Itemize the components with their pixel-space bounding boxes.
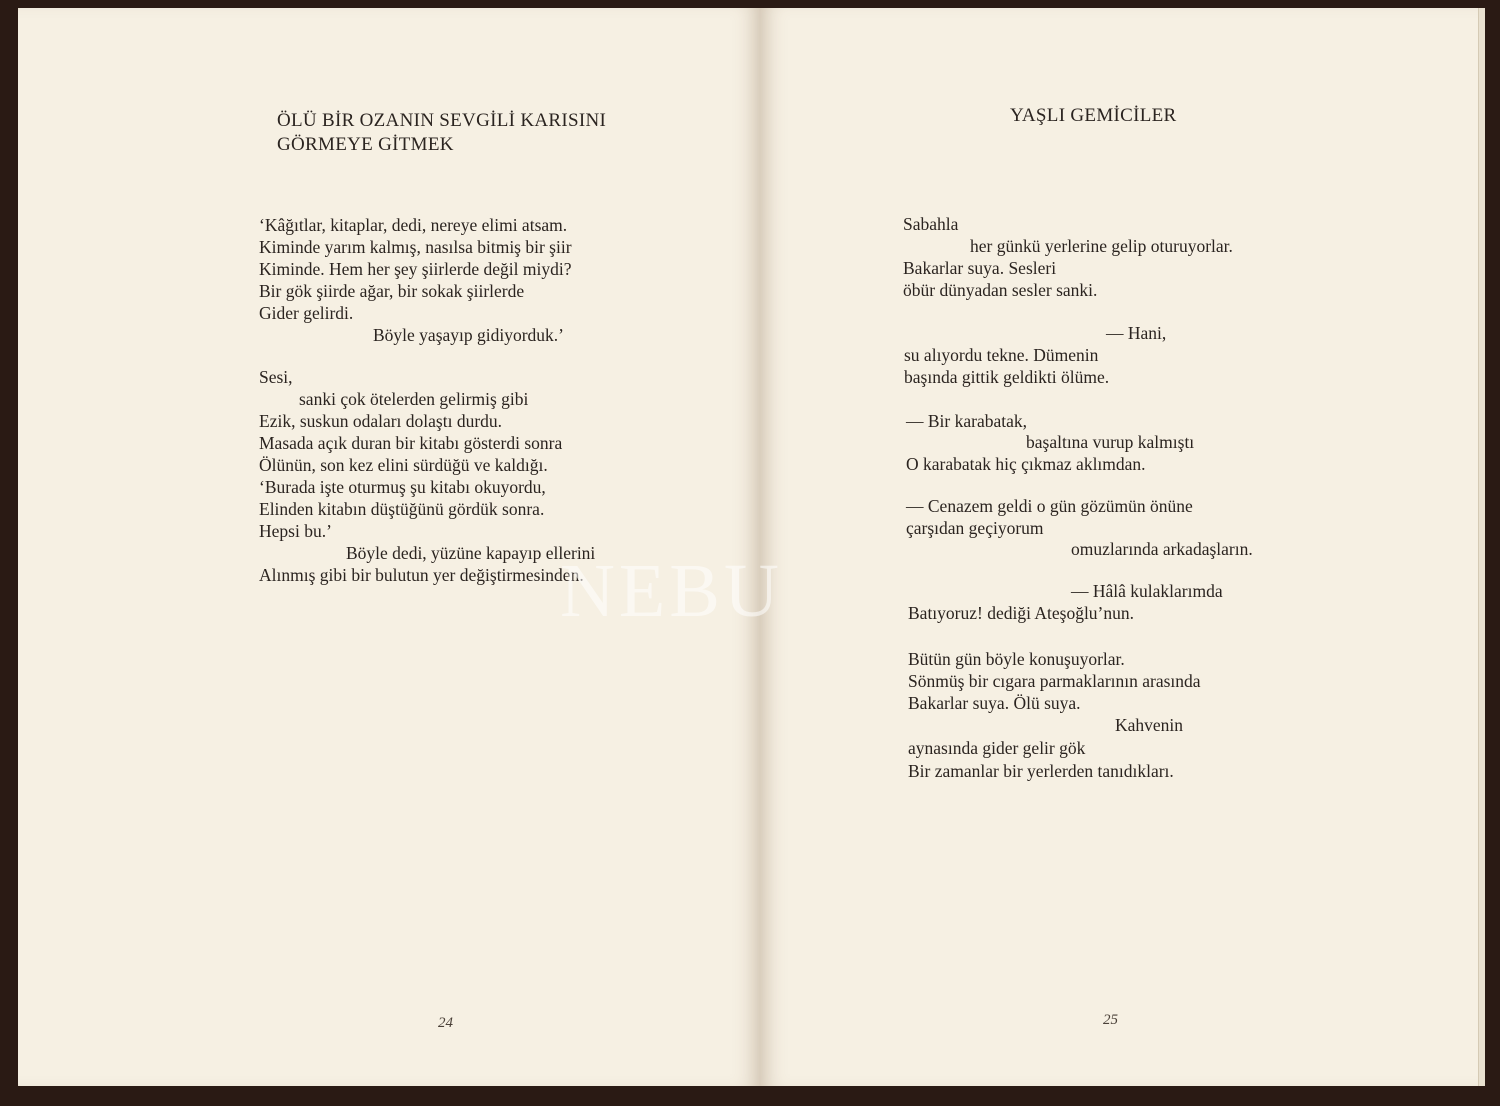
- verse-line: başaltına vurup kalmıştı: [1026, 432, 1195, 452]
- poem-title-line-1: ÖLÜ BİR OZANIN SEVGİLİ KARISINI: [277, 110, 607, 131]
- verse-line: Masada açık duran bir kitabı gösterdi sonra: [259, 433, 563, 453]
- verse-line: — Cenazem geldi o gün gözümün önüne: [906, 496, 1193, 516]
- poem-title-line-2: GÖRMEYE GİTMEK: [277, 134, 454, 155]
- verse-line: Böyle dedi, yüzüne kapayıp ellerini: [346, 543, 596, 563]
- verse-line: Ezik, suskun odaları dolaştı durdu.: [259, 411, 503, 431]
- poem-title: YAŞLI GEMİCİLER: [1010, 105, 1177, 126]
- verse-line: Hepsi bu.’: [259, 521, 332, 541]
- verse-line: Bir gök şiirde ağar, bir sokak şiirlerde: [259, 281, 525, 301]
- verse-line: Kiminde yarım kalmış, nasılsa bitmiş bir şiir: [259, 237, 572, 257]
- verse-line: O karabatak hiç çıkmaz aklımdan.: [906, 454, 1146, 474]
- verse-line: Ölünün, son kez elini sürdüğü ve kaldığı.: [259, 455, 548, 475]
- verse-line: Bakarlar suya. Sesleri: [903, 258, 1057, 278]
- verse-line: Sabahla: [903, 214, 959, 234]
- verse-line: her günkü yerlerine gelip oturuyorlar.: [970, 236, 1233, 256]
- verse-line: öbür dünyadan sesler sanki.: [903, 280, 1098, 300]
- verse-line: ‘Burada işte oturmuş şu kitabı okuyordu,: [259, 477, 546, 497]
- watermark: NEBU: [560, 549, 783, 633]
- verse-line: — Hâlâ kulaklarımda: [1071, 581, 1223, 601]
- verse-line: Elinden kitabın düştüğünü gördük sonra.: [259, 499, 545, 519]
- verse-line: su alıyordu tekne. Dümenin: [904, 345, 1099, 365]
- verse-line: çarşıdan geçiyorum: [906, 518, 1044, 538]
- verse-line: — Hani,: [1106, 323, 1167, 343]
- verse-line: Böyle yaşayıp gidiyorduk.’: [373, 325, 565, 345]
- verse-line: Bakarlar suya. Ölü suya.: [908, 693, 1081, 713]
- verse-line: aynasında gider gelir gök: [908, 738, 1086, 758]
- verse-line: Sönmüş bir cıgara parmaklarının arasında: [908, 671, 1201, 691]
- verse-line: Batıyoruz! dediği Ateşoğlu’nun.: [908, 603, 1135, 623]
- verse-line: Gider gelirdi.: [259, 303, 354, 323]
- verse-line: Sesi,: [259, 367, 293, 387]
- verse-line: Alınmış gibi bir bulutun yer değiştirmesinden.: [259, 565, 584, 585]
- verse-line: omuzlarında arkadaşların.: [1071, 539, 1253, 559]
- verse-line: Bütün gün böyle konuşuyorlar.: [908, 649, 1125, 669]
- page-number: 24: [438, 1015, 453, 1031]
- verse-line: Bir zamanlar bir yerlerden tanıdıkları.: [908, 761, 1174, 781]
- verse-line: Kahvenin: [1115, 715, 1184, 735]
- verse-line: sanki çok ötelerden gelirmiş gibi: [299, 389, 529, 409]
- verse-line: — Bir karabatak,: [906, 411, 1027, 431]
- right-page-edge: [1478, 8, 1485, 1086]
- verse-line: başında gittik geldikti ölüme.: [904, 367, 1110, 387]
- right-page: [760, 8, 1482, 1086]
- verse-line: ‘Kâğıtlar, kitaplar, dedi, nereye elimi atsam.: [259, 215, 568, 235]
- verse-line: Kiminde. Hem her şey şiirlerde değil miydi?: [259, 259, 572, 279]
- left-page: [18, 8, 760, 1086]
- page-number: 25: [1103, 1012, 1118, 1028]
